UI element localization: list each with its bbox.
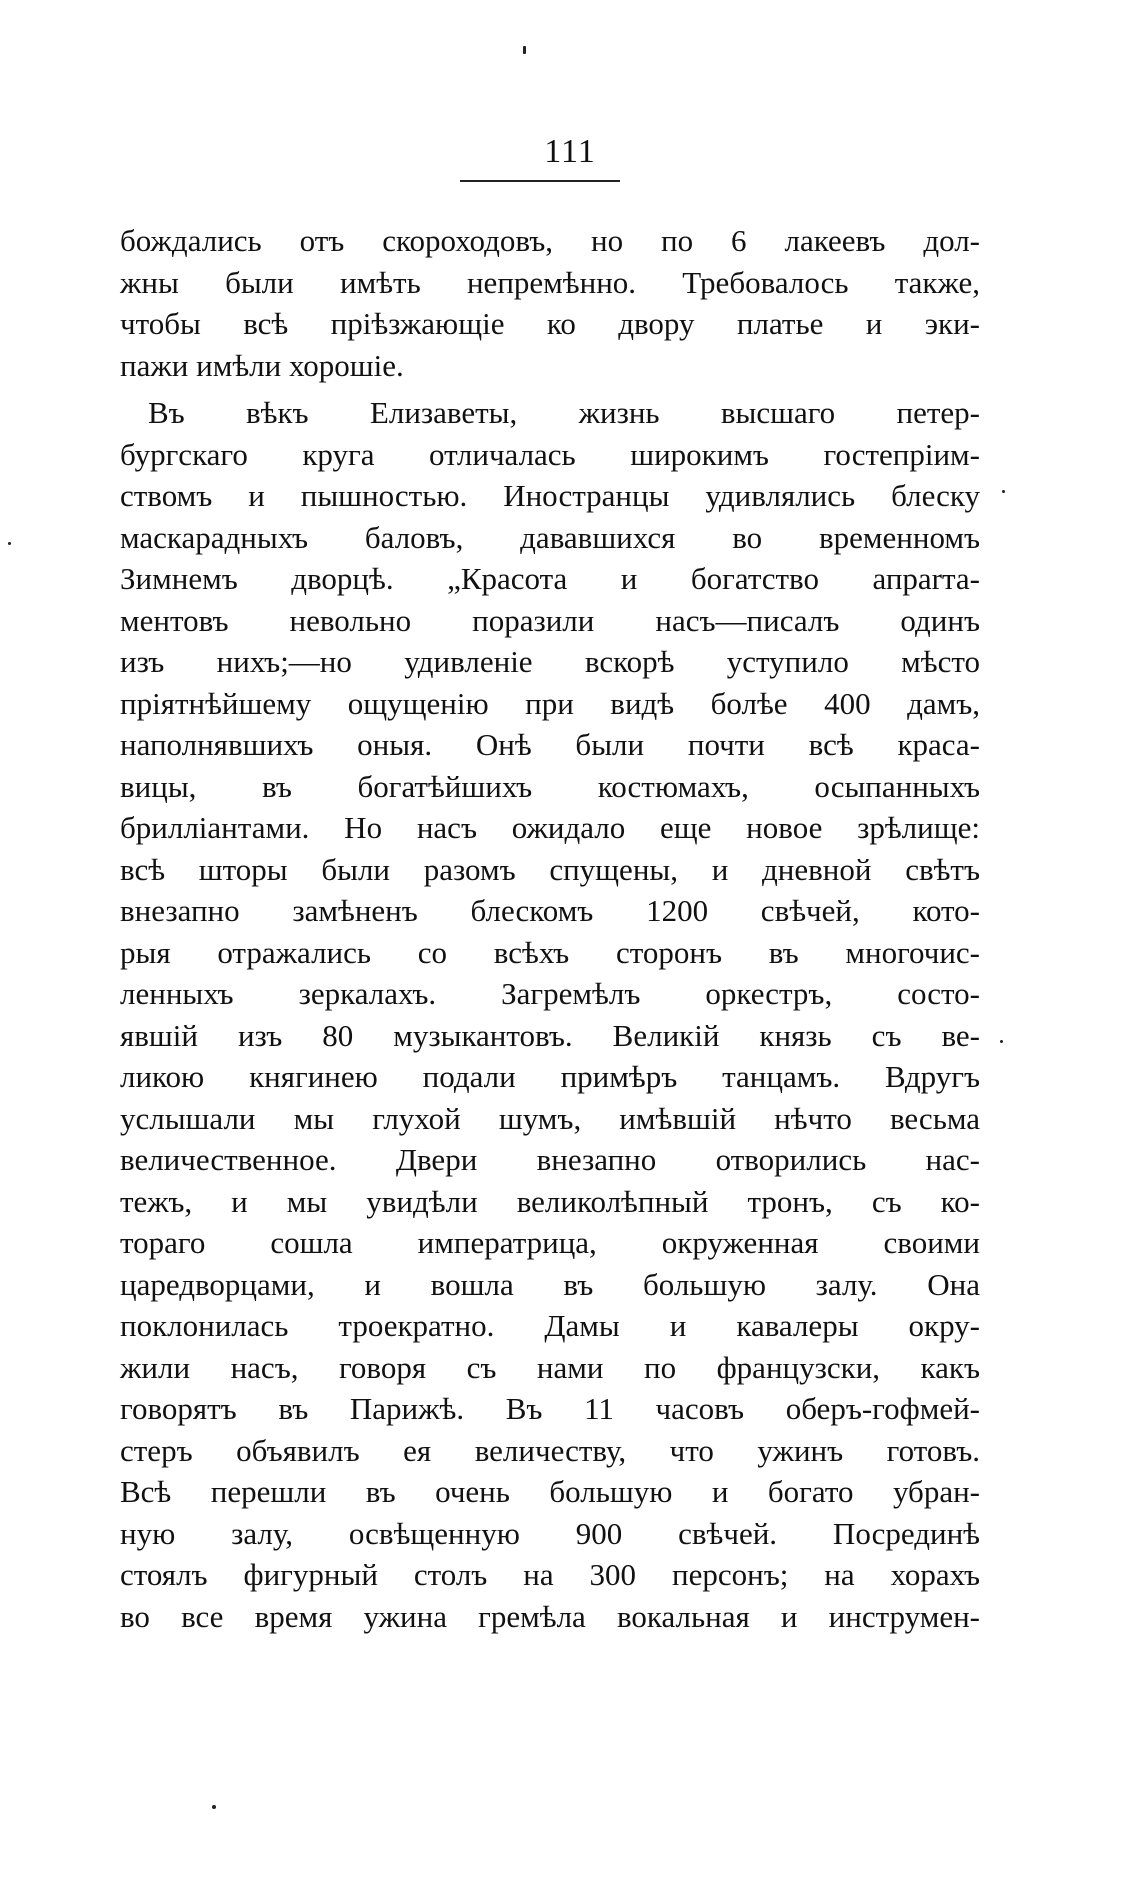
text-line: рыя отражались со всѣхъ сторонъ въ многочис- [120, 934, 980, 970]
text-line: всѣ шторы были разомъ спущены, и дневной свѣтъ [120, 851, 980, 887]
text-line: наполнявшихъ оныя. Онѣ были почти всѣ краса- [120, 727, 980, 762]
text-line: ствомъ и пышностью. Иностранцы удивлялись блеску [120, 478, 980, 513]
text-line: пажи имѣли хорошіе. [120, 347, 404, 383]
text-line: явшій изъ 80 музыкантовъ. Великій князь съ ве- [120, 1017, 980, 1053]
text-line: услышали мы глухой шумъ, имѣвшій нѣчто весьма [120, 1100, 980, 1136]
text-line: маскарадныхъ баловъ, дававшихся во временномъ [120, 519, 980, 555]
text-line: Въ вѣкъ Елизаветы, жизнь высшаго петер- [148, 395, 980, 430]
page-number: 111 [544, 133, 596, 170]
text-line: стоялъ фигурный столъ на 300 персонъ; на хорахъ [120, 1557, 980, 1592]
scan-speck [8, 542, 11, 545]
text-line: тораго сошла императрица, окруженная своими [120, 1225, 980, 1260]
text-line: царедворцами, и вошла въ большую залу. Она [120, 1266, 980, 1302]
scan-speck [1002, 490, 1005, 493]
text-line: жны были имѣть непремѣнно. Требовалось также, [120, 264, 980, 300]
scan-speck [212, 1805, 216, 1809]
text-line: брилліантами. Но насъ ожидало еще новое зрѣлище: [120, 810, 980, 845]
text-line: бургскаго круга отличалась широкимъ гостепріим- [120, 436, 980, 472]
text-line: тежъ, и мы увидѣли великолѣпный тронъ, съ ко- [120, 1183, 980, 1219]
text-line: ленныхъ зеркалахъ. Загремѣлъ оркестръ, состо- [120, 976, 980, 1011]
scan-speck [1000, 1040, 1003, 1043]
text-line: во все время ужина гремѣла вокальная и инструмен- [120, 1598, 980, 1634]
text-line: поклонилась троекратно. Дамы и кавалеры окру- [120, 1308, 980, 1343]
text-line: бождались отъ скороходовъ, но по 6 лакеевъ дол- [120, 223, 980, 258]
text-line: чтобы всѣ пріѣзжающіе ко двору платье и эки- [120, 306, 980, 341]
text-line: изъ нихъ;—но удивленіе вскорѣ уступило мѣсто [120, 644, 980, 679]
text-line: пріятнѣйшему ощущенію при видѣ болѣе 400 дамъ, [120, 685, 980, 721]
scan-speck [523, 46, 526, 54]
text-line: Зимнемъ дворцѣ. „Красота и богатство апparта- [120, 561, 980, 596]
text-line: жили насъ, говоря съ нами по французски, какъ [120, 1349, 980, 1385]
header-rule [460, 180, 620, 182]
text-line: ментовъ невольно поразили насъ—писалъ одинъ [120, 602, 980, 638]
text-line: величественное. Двери внезапно отворились нас- [120, 1142, 980, 1177]
text-line: стеръ объявилъ ея величеству, что ужинъ готовъ. [120, 1432, 980, 1468]
text-line: Всѣ перешли въ очень большую и богато убран- [120, 1474, 980, 1509]
page-header [0, 132, 1140, 172]
text-line: внезапно замѣненъ блескомъ 1200 свѣчей, кото- [120, 893, 980, 928]
text-line: вицы, въ богатѣйшихъ костюмахъ, осыпанныхъ [120, 768, 980, 804]
text-line: ликою княгинею подали примѣръ танцамъ. Вдругъ [120, 1059, 980, 1094]
text-line: говорятъ въ Парижѣ. Въ 11 часовъ оберъ-гофмей- [120, 1391, 980, 1426]
text-line: ную залу, освѣщенную 900 свѣчей. Посрединѣ [120, 1515, 980, 1551]
body-text [120, 220, 980, 1637]
